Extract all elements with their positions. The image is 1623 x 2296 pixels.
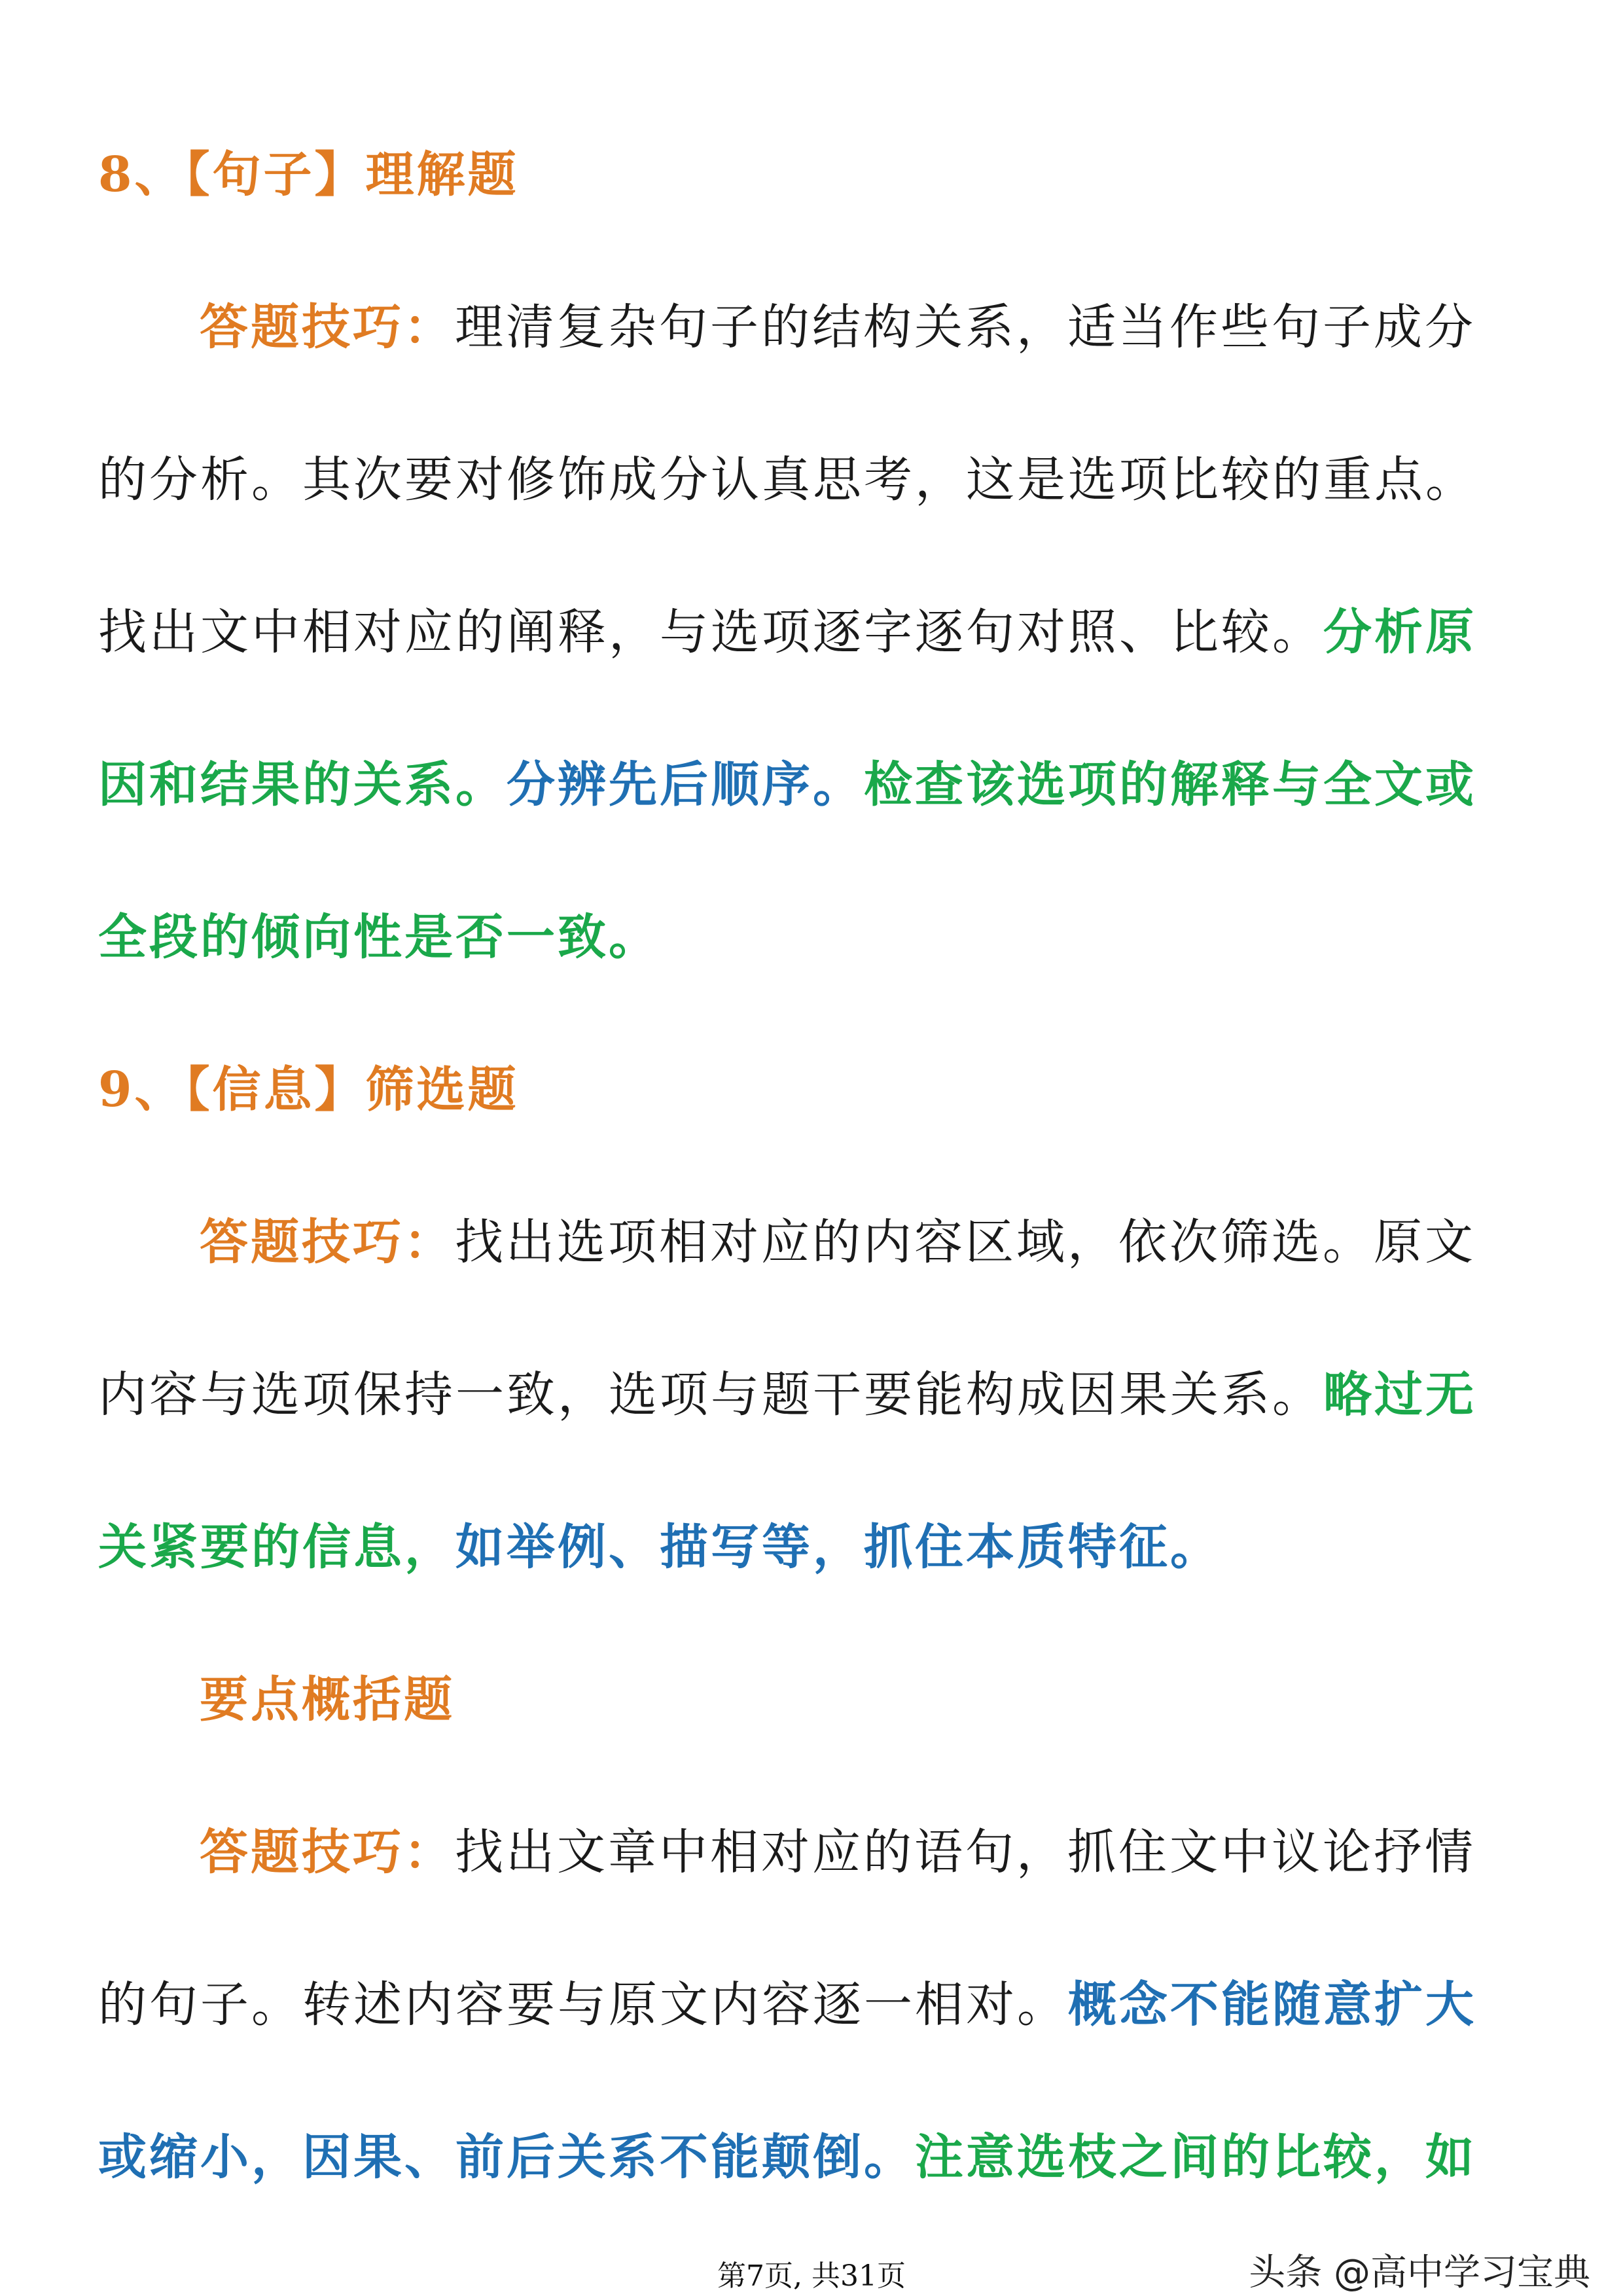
body-text: 的分析。其次要对修饰成分认真思考，这是选项比较的重点。 — [98, 452, 1476, 508]
section-summary-line-2 — [98, 1972, 1512, 2037]
section-summary-line-3 — [98, 2125, 1512, 2190]
highlight-green: 注意选枝之间的比较，如 — [915, 2129, 1476, 2185]
watermark: 头条 @高中学习宝典 — [1249, 2251, 1590, 2294]
highlight-green: 关紧要的信息， — [98, 1519, 455, 1575]
section-8-line-4 — [98, 752, 1512, 817]
body-text: 找出文章中相对应的语句，抓住文中议论抒情 — [455, 1824, 1476, 1880]
section-9-heading: 9、【信息】筛选题 — [98, 1062, 519, 1118]
section-summary-line-1 — [200, 1820, 1613, 1885]
highlight-green: 因和结果的关系。 — [98, 757, 507, 813]
tip-label: 答题技巧： — [200, 1214, 455, 1270]
highlight-blue: 或缩小，因果、前后关系不能颠倒。 — [98, 2129, 915, 2185]
highlight-green: 分析原 — [1323, 604, 1476, 660]
section-summary-heading: 要点概括题 — [200, 1672, 455, 1728]
section-8-line-3 — [98, 600, 1512, 665]
tip-label: 答题技巧： — [200, 1824, 455, 1880]
section-8-heading: 8、【句子】理解题 — [98, 147, 519, 203]
highlight-green: 检查该选项的解释与全文或 — [864, 757, 1476, 813]
highlight-blue: 如举例、描写等，抓住本质特征。 — [455, 1519, 1221, 1575]
section-8-line-1 — [200, 295, 1613, 360]
page-number: 第7页, 共31页 — [717, 2259, 906, 2293]
section-8-line-2 — [98, 447, 1512, 512]
body-text: 内容与选项保持一致，选项与题干要能构成因果关系。 — [98, 1367, 1323, 1423]
section-9-line-3 — [98, 1515, 1512, 1580]
highlight-blue: 分辨先后顺序。 — [507, 757, 864, 813]
section-9-line-2 — [98, 1362, 1512, 1427]
section-8-line-5 — [98, 905, 1512, 970]
tip-label: 答题技巧： — [200, 299, 455, 355]
highlight-blue: 概念不能随意扩大 — [1068, 1977, 1476, 2033]
highlight-green: 略过无 — [1323, 1367, 1476, 1423]
body-text: 理清复杂句子的结构关系，适当作些句子成分 — [455, 299, 1476, 355]
highlight-green: 全段的倾向性是否一致。 — [98, 909, 660, 965]
body-text: 找出文中相对应的阐释，与选项逐字逐句对照、比较。 — [98, 604, 1323, 660]
body-text: 的句子。转述内容要与原文内容逐一相对。 — [98, 1977, 1068, 2033]
section-9-line-1 — [200, 1210, 1613, 1275]
body-text: 找出选项相对应的内容区域，依次筛选。原文 — [455, 1214, 1476, 1270]
